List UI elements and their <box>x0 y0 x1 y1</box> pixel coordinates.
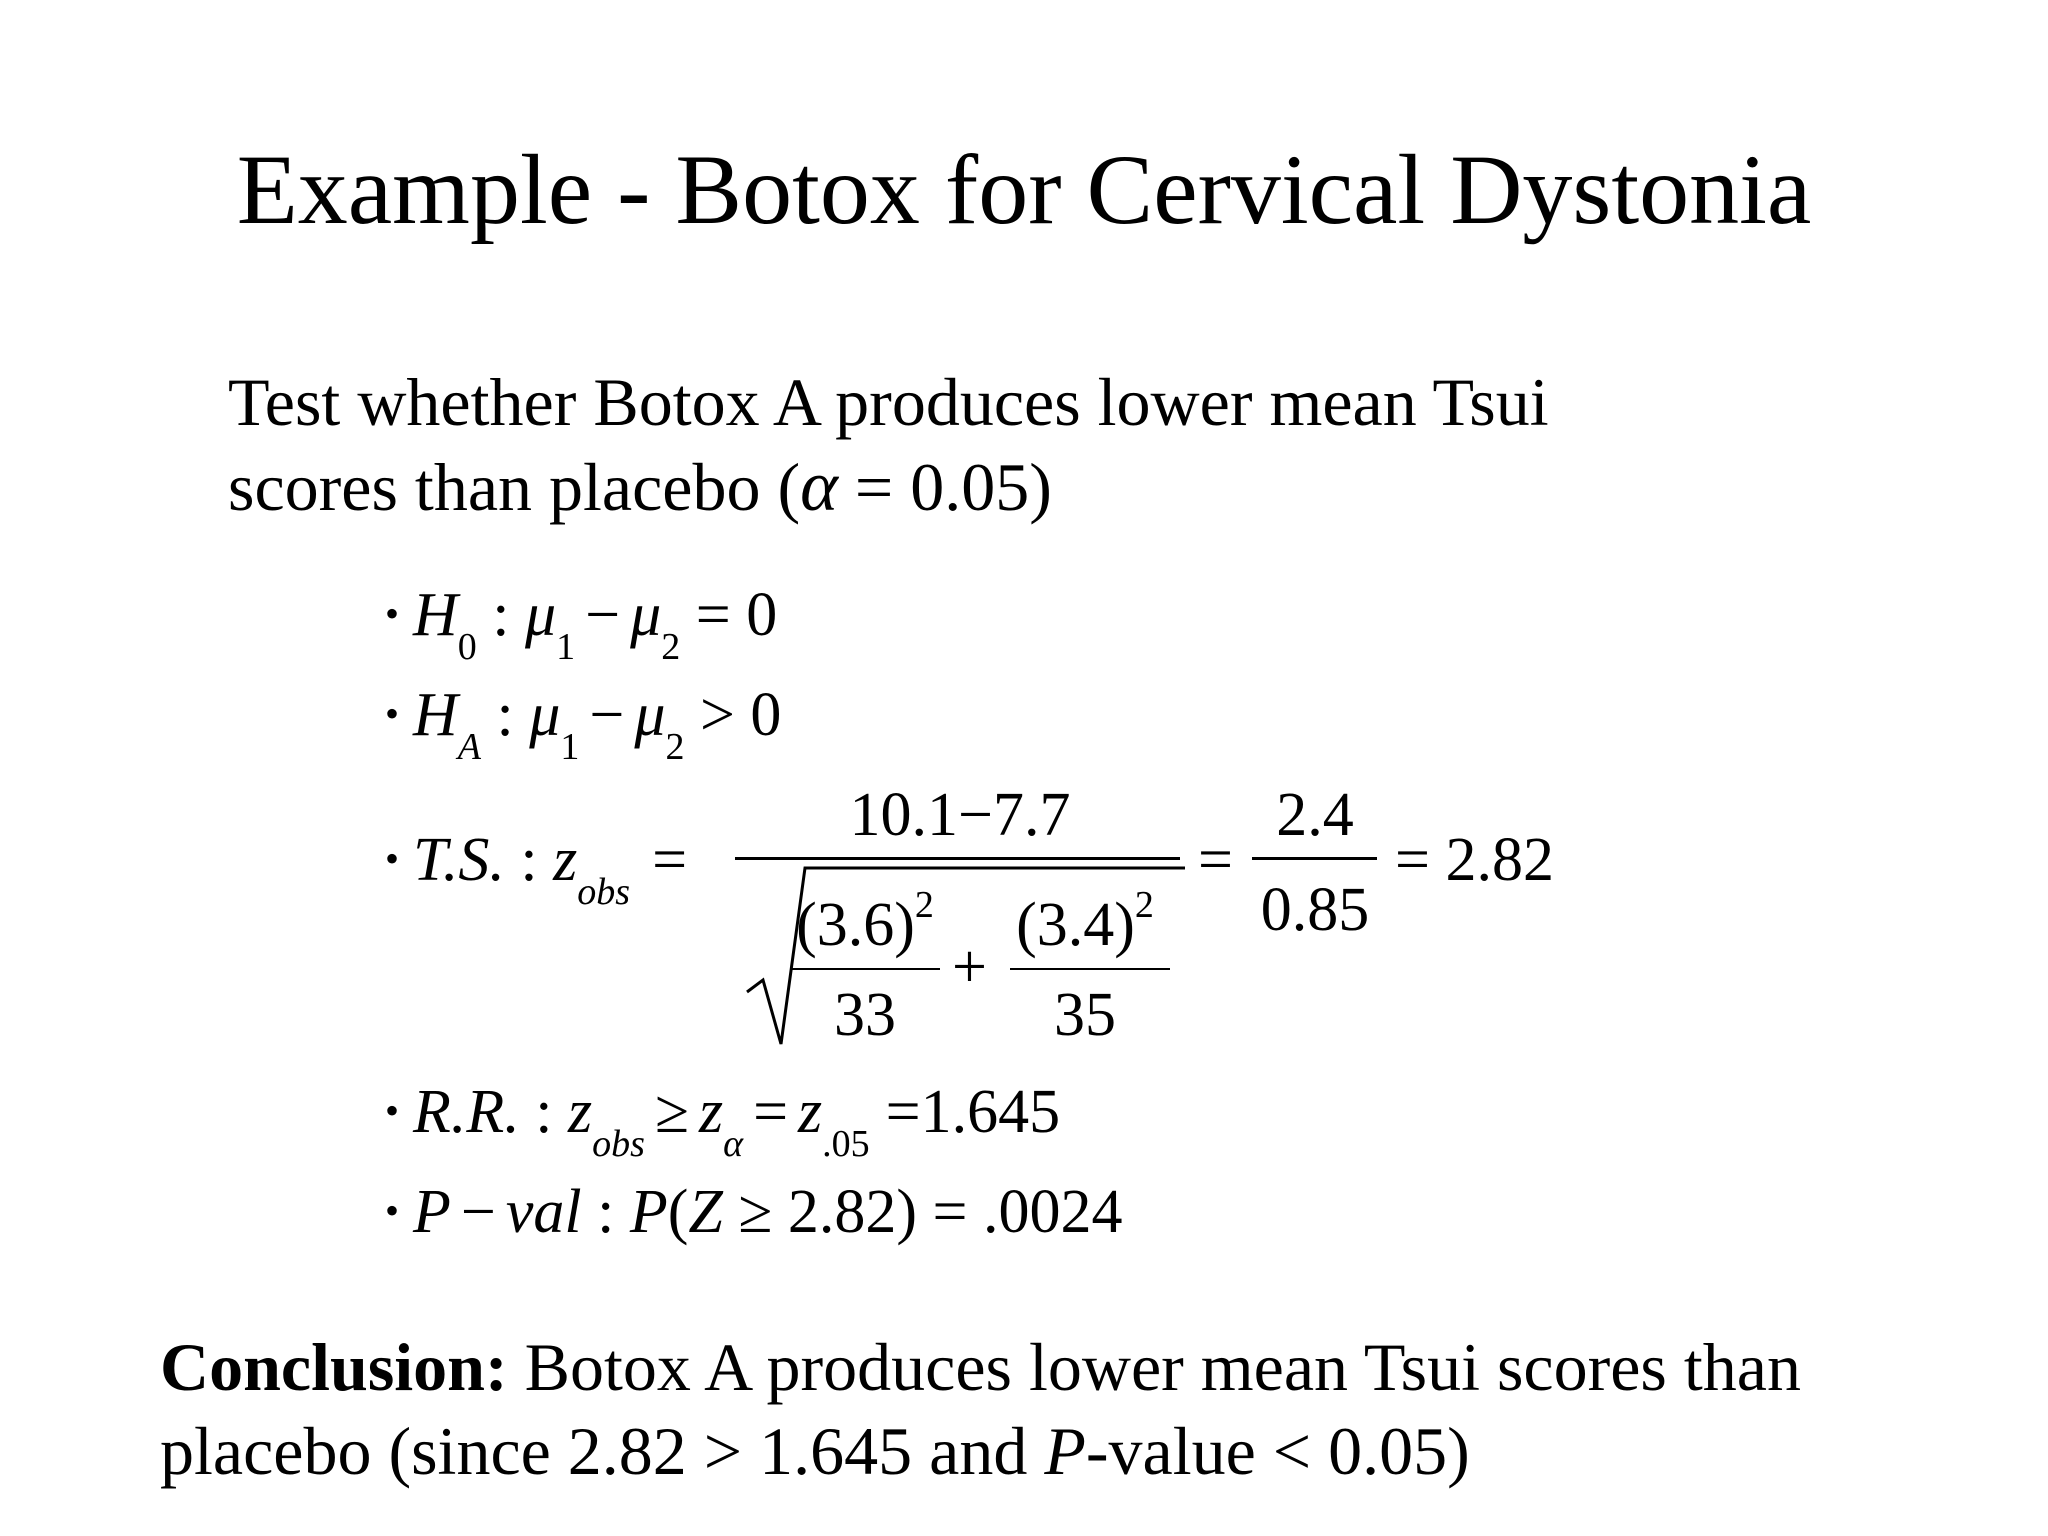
ts-term2-denominator: 35 <box>1054 981 1116 1049</box>
rr-z-05: z <box>798 1078 823 1146</box>
ts-mid-denominator: 0.85 <box>1260 876 1370 944</box>
pval-colon: : <box>581 1178 630 1246</box>
rr-z-alpha: z <box>698 1078 724 1146</box>
conclusion-line-2 <box>160 1409 1801 1493</box>
ts-term1-num-text: (3.6) <box>796 891 915 959</box>
h0-sub: 0 <box>457 626 477 668</box>
rr-alpha-sub: α <box>723 1123 744 1165</box>
conclusion-p: P <box>1044 1413 1086 1489</box>
intro-line-2 <box>228 444 1549 529</box>
bullet-icon: • <box>385 591 400 636</box>
rejection-region <box>385 1072 1061 1165</box>
ts-term2-fraction-bar <box>1010 968 1170 970</box>
h0-mu1-sub: 1 <box>556 626 576 668</box>
h0-mu2-sub: 2 <box>661 626 681 668</box>
h0-h: H <box>413 581 458 649</box>
rr-label: R.R. <box>413 1078 520 1146</box>
h0-mu2: μ <box>630 581 662 649</box>
conclusion-line-1 <box>160 1325 1801 1409</box>
pval-minus: − <box>460 1178 496 1246</box>
ts-term2-numerator <box>1005 885 1165 973</box>
p-value-line <box>385 1172 1123 1259</box>
ts-label: T.S. <box>413 826 505 894</box>
pval-label-p: P <box>413 1178 451 1246</box>
conclusion-label: Conclusion: <box>160 1329 508 1405</box>
rr-05-sub: .05 <box>822 1123 870 1165</box>
ha-mu1: μ <box>529 681 561 749</box>
ts-term1-denominator: 33 <box>834 981 896 1049</box>
ts-term1-fraction-bar <box>790 968 940 970</box>
ts-mid-fraction-bar <box>1252 857 1377 860</box>
ha-mu2-sub: 2 <box>665 726 685 768</box>
ha-colon: : <box>481 681 530 749</box>
slide-title: Example - Botox for Cervical Dystonia <box>236 134 1812 245</box>
h0-colon: : <box>476 581 526 649</box>
conclusion <box>160 1325 1801 1493</box>
ts-numerator: 10.1−7.7 <box>849 781 1071 849</box>
pval-expr-p: P <box>629 1178 668 1246</box>
ts-equals: = <box>652 826 688 894</box>
pval-label-val: val <box>505 1178 582 1246</box>
conclusion-text-2-end: -value < 0.05) <box>1085 1413 1470 1489</box>
rr-value: =1.645 <box>885 1078 1061 1146</box>
h0-relation: = 0 <box>680 581 778 649</box>
rr-colon: : <box>519 1078 568 1146</box>
rr-geq: ≥ <box>654 1078 689 1146</box>
ts-colon: : <box>504 826 554 894</box>
bullet-icon: • <box>385 1088 400 1133</box>
ha-minus: − <box>589 681 625 749</box>
ha-mu1-sub: 1 <box>560 726 580 768</box>
intro-line-2-end: = 0.05) <box>837 449 1052 525</box>
ts-term2-num-text: (3.4) <box>1016 891 1135 959</box>
ts-main-fraction-bar <box>735 857 1180 860</box>
ha-mu2: μ <box>634 681 666 749</box>
ts-term1-numerator <box>785 885 945 973</box>
ts-plus: + <box>952 933 987 1001</box>
rr-obs: obs <box>592 1123 645 1165</box>
ts-result: = 2.82 <box>1395 826 1554 894</box>
bullet-icon: • <box>385 691 400 736</box>
pval-z: Z <box>688 1178 723 1246</box>
rr-z-obs: z <box>568 1078 593 1146</box>
test-statistic-label <box>385 820 697 913</box>
h0-minus: − <box>585 581 621 649</box>
intro-line-2-start: scores than placebo ( <box>228 449 801 525</box>
conclusion-text-2-start: placebo (since 2.82 > 1.645 and <box>160 1413 1045 1489</box>
pval-open: ( <box>667 1178 689 1246</box>
ts-mid-numerator: 2.4 <box>1276 781 1354 849</box>
rr-equals: = <box>753 1078 789 1146</box>
ha-sub: A <box>457 726 482 768</box>
ha-relation: > 0 <box>684 681 782 749</box>
bullet-icon: • <box>385 1188 400 1233</box>
null-hypothesis <box>385 575 778 668</box>
ts-equals-2: = <box>1198 826 1233 894</box>
ts-term2-exp: 2 <box>1134 884 1154 926</box>
ts-obs: obs <box>577 871 631 913</box>
h0-mu1: μ <box>525 581 557 649</box>
intro-line-1: Test whether Botox A produces lower mean Tsui <box>228 364 1549 440</box>
conclusion-text-1: Botox A produces lower mean Tsui scores than <box>507 1329 1801 1405</box>
ts-z: z <box>553 826 578 894</box>
alpha-symbol: α <box>800 446 838 526</box>
ha-h: H <box>413 681 458 749</box>
alternative-hypothesis <box>385 675 782 768</box>
ts-term1-exp: 2 <box>914 884 934 926</box>
intro-text <box>228 360 1549 529</box>
pval-rest: ≥ 2.82) = .0024 <box>722 1178 1123 1246</box>
bullet-icon: • <box>385 836 400 881</box>
